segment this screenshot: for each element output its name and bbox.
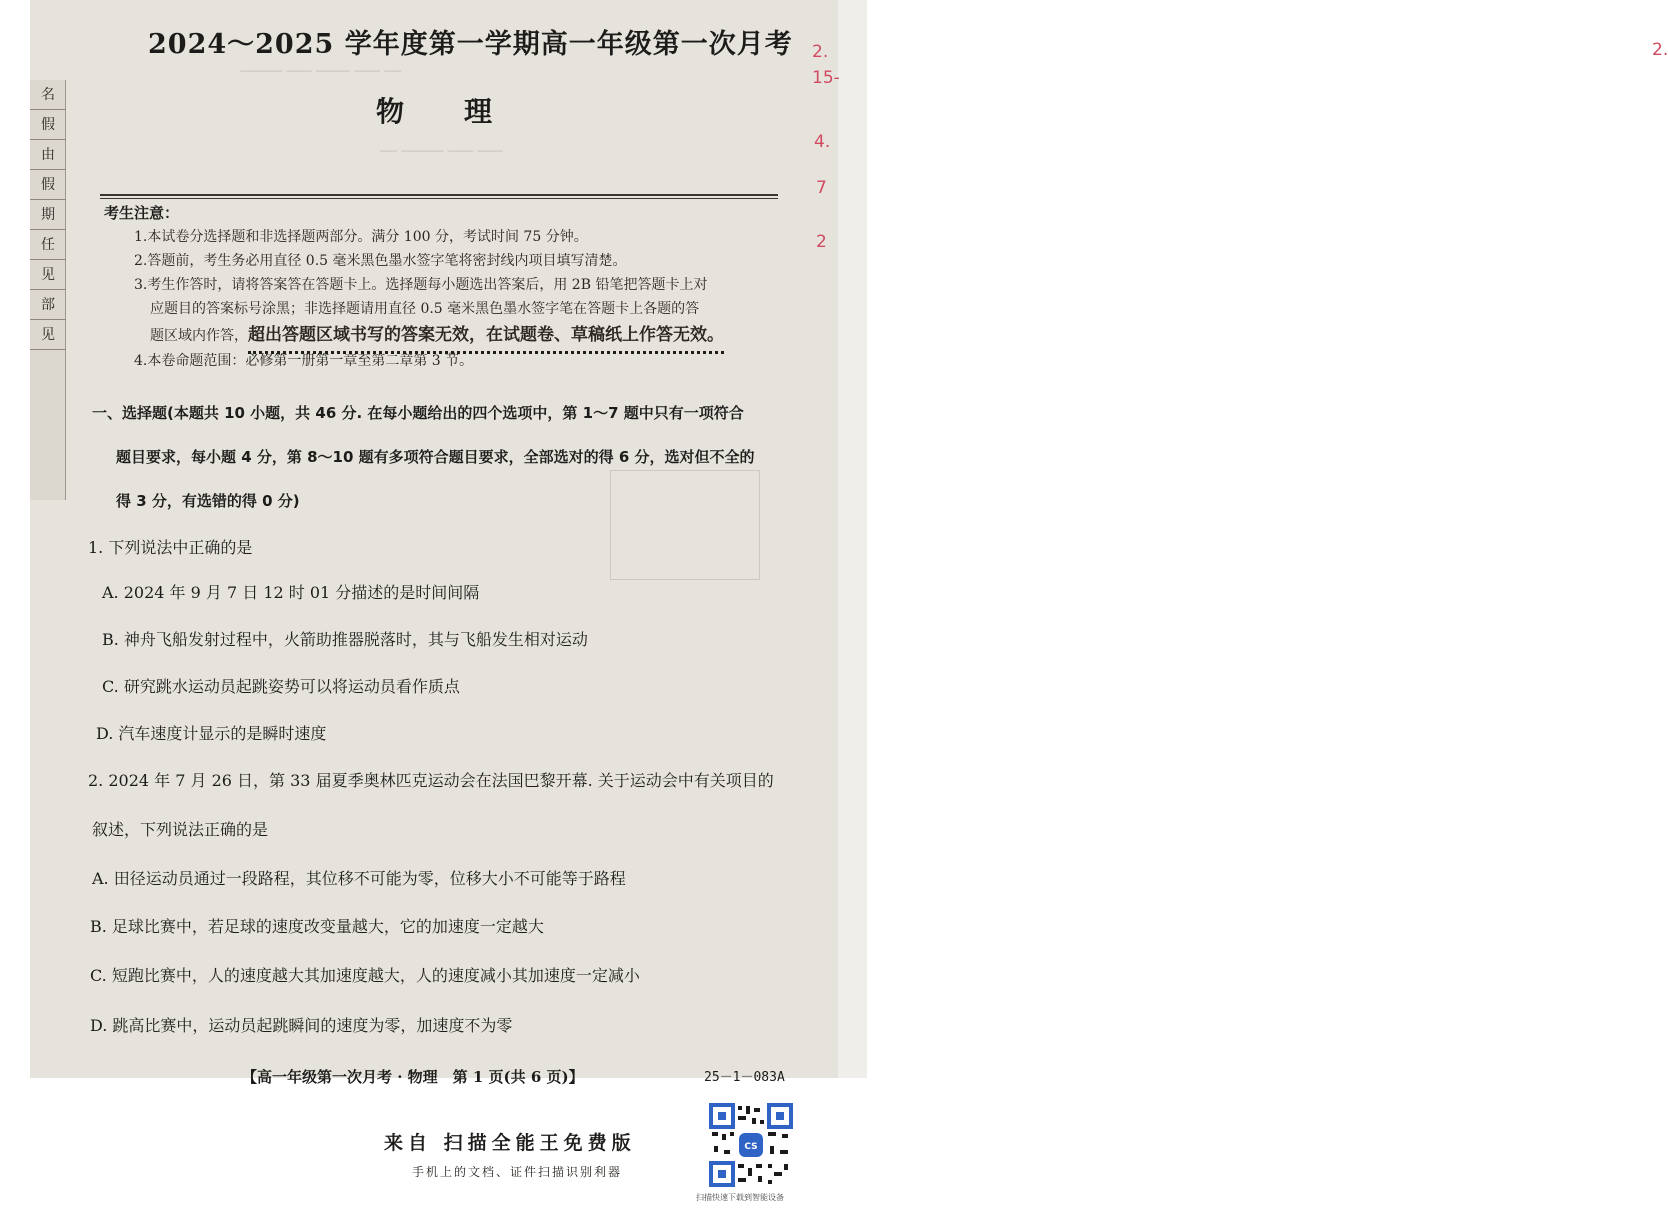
divider bbox=[100, 194, 778, 196]
divider bbox=[100, 198, 778, 199]
scanner-app-banner: 来自 扫描全能王免费版 bbox=[384, 1132, 636, 1154]
binding-strip bbox=[30, 80, 66, 500]
handwritten-note-1: 2. bbox=[812, 42, 829, 62]
binding-strip-cell: 部 bbox=[30, 290, 66, 320]
notice-item-3-line2: 应题目的答案标号涂黑；非选择题请用直径 0.5 毫米黑色墨水签字笔在答题卡上各题的答 bbox=[150, 301, 700, 317]
handwritten-note-3: 4. bbox=[814, 132, 831, 152]
page-footer: 【高一年级第一次月考 · 物理 第 1 页(共 6 页)】 bbox=[242, 1068, 584, 1086]
subject-title: 物理 bbox=[376, 95, 553, 128]
notice-item-1: 1.本试卷分选择题和非选择题两部分。满分 100 分，考试时间 75 分钟。 bbox=[134, 229, 588, 245]
notice-item-3-prefix: 题区域内作答， bbox=[150, 328, 248, 344]
binding-strip-cell: 见 bbox=[30, 260, 66, 290]
notice-item-3-line1: 3.考生作答时，请将答案答在答题卡上。选择题每小题选出答案后，用 2B 铅笔把答题卡上对 bbox=[134, 277, 708, 293]
handwritten-note-2: 15- bbox=[812, 68, 840, 88]
section-instructions-line3: 得 3 分，有选错的得 0 分) bbox=[116, 492, 300, 510]
bleed-through-text: ── ───── ─── ─── bbox=[380, 144, 503, 160]
question-1-stem: 1. 下列说法中正确的是 bbox=[88, 538, 253, 557]
binding-strip-cell: 任 bbox=[30, 230, 66, 260]
question-2-option-a: A. 田径运动员通过一段路程，其位移不可能为零，位移大小不可能等于路程 bbox=[92, 869, 626, 888]
section-instructions-line2: 题目要求，每小题 4 分，第 8～10 题有多项符合题目要求，全部选对的得 6 分，选对但不全的 bbox=[116, 448, 755, 466]
binding-strip-cell: 由 bbox=[30, 140, 66, 170]
question-2-option-b: B. 足球比赛中，若足球的速度改变量越大，它的加速度一定越大 bbox=[90, 917, 544, 936]
section-instructions-line1: 一、选择题(本题共 10 小题，共 46 分. 在每小题给出的四个选项中，第 1～7 题中只有一项符合 bbox=[92, 404, 744, 422]
binding-strip-cell: 假 bbox=[30, 110, 66, 140]
question-1-option-c: C. 研究跳水运动员起跳姿势可以将运动员看作质点 bbox=[102, 677, 460, 696]
question-2-option-d: D. 跳高比赛中，运动员起跳瞬间的速度为零，加速度不为零 bbox=[90, 1016, 513, 1035]
answer-sheet-margin bbox=[838, 0, 1668, 1078]
binding-strip-cell: 见 bbox=[30, 320, 66, 350]
question-2-option-c: C. 短跑比赛中，人的速度越大其加速度越大，人的速度减小其加速度一定减小 bbox=[90, 966, 640, 985]
question-1-option-d: D. 汽车速度计显示的是瞬时速度 bbox=[96, 724, 327, 743]
qr-code-icon[interactable] bbox=[708, 1102, 794, 1188]
bleed-through-text: ───── ─── ──── ─── ── bbox=[240, 64, 402, 80]
binding-strip-cell: 假 bbox=[30, 170, 66, 200]
notice-item-3-line3 bbox=[150, 320, 724, 345]
notice-emphasis: 超出答题区域书写的答案无效，在试题卷、草稿纸上作答无效。 bbox=[248, 325, 724, 354]
question-2-stem-line2: 叙述，下列说法正确的是 bbox=[92, 820, 269, 839]
handwritten-note: 2. bbox=[1652, 40, 1668, 60]
handwritten-note-5: 2 bbox=[816, 232, 827, 252]
svg-text:CS: CS bbox=[744, 1142, 758, 1152]
binding-strip-cell: 名 bbox=[30, 80, 66, 110]
qr-caption: 扫描快速下载到智能设备 bbox=[696, 1193, 784, 1202]
question-2-stem-line1: 2. 2024 年 7 月 26 日，第 33 届夏季奥林匹克运动会在法国巴黎开幕. 关于运动会中有关项目的 bbox=[88, 771, 774, 790]
binding-strip-cell: 期 bbox=[30, 200, 66, 230]
exam-title: 2024～2025 学年度第一学期高一年级第一次月考 bbox=[148, 29, 793, 60]
notice-heading: 考生注意： bbox=[104, 204, 180, 222]
question-1-option-b: B. 神舟飞船发射过程中，火箭助推器脱落时，其与飞船发生相对运动 bbox=[102, 630, 588, 649]
notice-item-4: 4.本卷命题范围：必修第一册第一章至第二章第 3 节。 bbox=[134, 353, 474, 369]
handwritten-note-4: 7 bbox=[816, 178, 827, 198]
bleed-through-figure bbox=[610, 470, 760, 580]
question-1-option-a: A. 2024 年 9 月 7 日 12 时 01 分描述的是时间间隔 bbox=[102, 583, 480, 602]
scanner-app-tagline: 手机上的文档、证件扫描识别利器 bbox=[412, 1165, 623, 1179]
paper-code: 25－1－083A bbox=[704, 1070, 785, 1085]
notice-item-2: 2.答题前，考生务必用直径 0.5 毫米黑色墨水签字笔将密封线内项目填写清楚。 bbox=[134, 253, 627, 269]
